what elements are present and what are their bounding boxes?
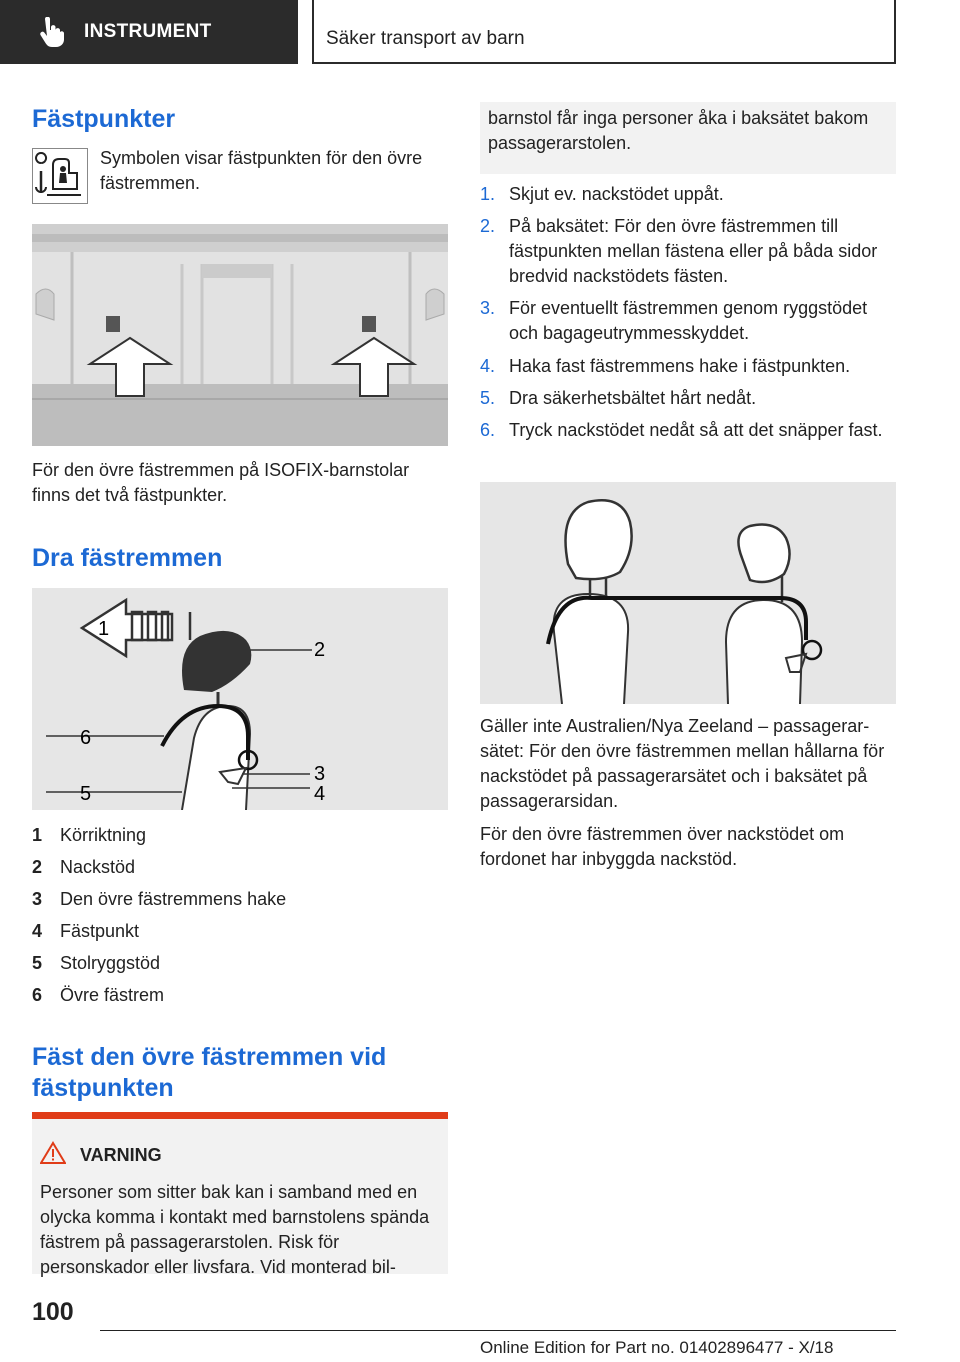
warning-triangle-icon [40,1141,66,1170]
step-item: 6. Tryck nackstödet nedåt så att det snäpper fast. [480,420,883,440]
photo1-caption: För den övre fästremmen på ISOFIX-barnstolar finns det två fästpunkter. [32,460,410,505]
legend-item: 1 Körriktning [32,825,147,845]
section-label: INSTRUMENT [84,21,212,42]
diagram-label-6: 6 [80,727,92,749]
heading-pull-strap: Dra fästremmen [32,544,223,572]
warning-box [32,1112,448,1277]
paragraph-integrated-headrest: För den övre fästremmen över nackstödet om fordonet har inbyggda nackstöd. [480,824,845,869]
paragraph-australia: Gäller inte Australien/Nya Zeeland – passagerarsätet: För den övre fästremmen mellan hållarna för nackstödet på passagerarsätet och i baksätet på passagerarsidan. [480,716,885,811]
legend-item: 3 Den övre fästremmens hake [32,889,287,909]
diagram-label-4: 4 [314,783,326,805]
tether-diagram [32,588,448,810]
diagram-label-5: 5 [80,783,92,805]
chapter-title: Säker transport av barn [312,0,896,64]
legend-item: 6 Övre fästrem [32,985,165,1005]
section-tab[interactable] [0,0,298,64]
legend-item: 2 Nackstöd [32,857,136,877]
heading-anchor-points: Fästpunkter [32,105,176,133]
edition-note: Online Edition for Part no. 01402896477 - X/18 [480,1338,834,1357]
heading-attach-strap: Fäst den övre fästremmen vid fästpunkten [32,1043,387,1102]
diagram-label-3: 3 [314,763,326,785]
child-seat-anchor-icon [32,148,88,204]
step-item: 1. Skjut ev. nackstödet uppåt. [480,184,724,204]
page-number: 100 [32,1298,74,1326]
step-item: 3. För eventuellt fästremmen genom ryggstödet och bagageutrymmesskyddet. [480,298,868,343]
symbol-description: Symbolen visar fästpunkten för den övre fästremmen. [100,148,423,193]
warning-text: Personer som sitter bak kan i samband med en olycka komma i kontakt med barnstolens spända fästrem på passagerarstolen. Risk för personskador eller livsfara. Vid monterad bil- [40,1182,430,1277]
warning-continuation: barnstol får inga personer åka i baksätet bakom passagerarstolen. [480,102,896,174]
diagram-label-1: 1 [98,618,110,640]
diagram-label-2: 2 [314,639,326,661]
warning-title: VARNING [80,1145,162,1165]
legend-item: 4 Fästpunkt [32,921,140,941]
step-item: 5. Dra säkerhetsbältet hårt nedåt. [480,388,757,408]
footer-divider [100,1330,896,1331]
step-item: 4. Haka fast fästremmens hake i fästpunkten. [480,356,851,376]
legend-item: 5 Stolryggstöd [32,953,161,973]
seat-strap-diagram [480,482,896,704]
step-item: 2. På baksätet: För den övre fästremmen till fästpunkten mellan fästena eller på båda sidor bredvid nackstödets fästen. [480,216,878,286]
trunk-anchor-photo [32,224,448,446]
hand-pointer-icon [28,10,72,54]
